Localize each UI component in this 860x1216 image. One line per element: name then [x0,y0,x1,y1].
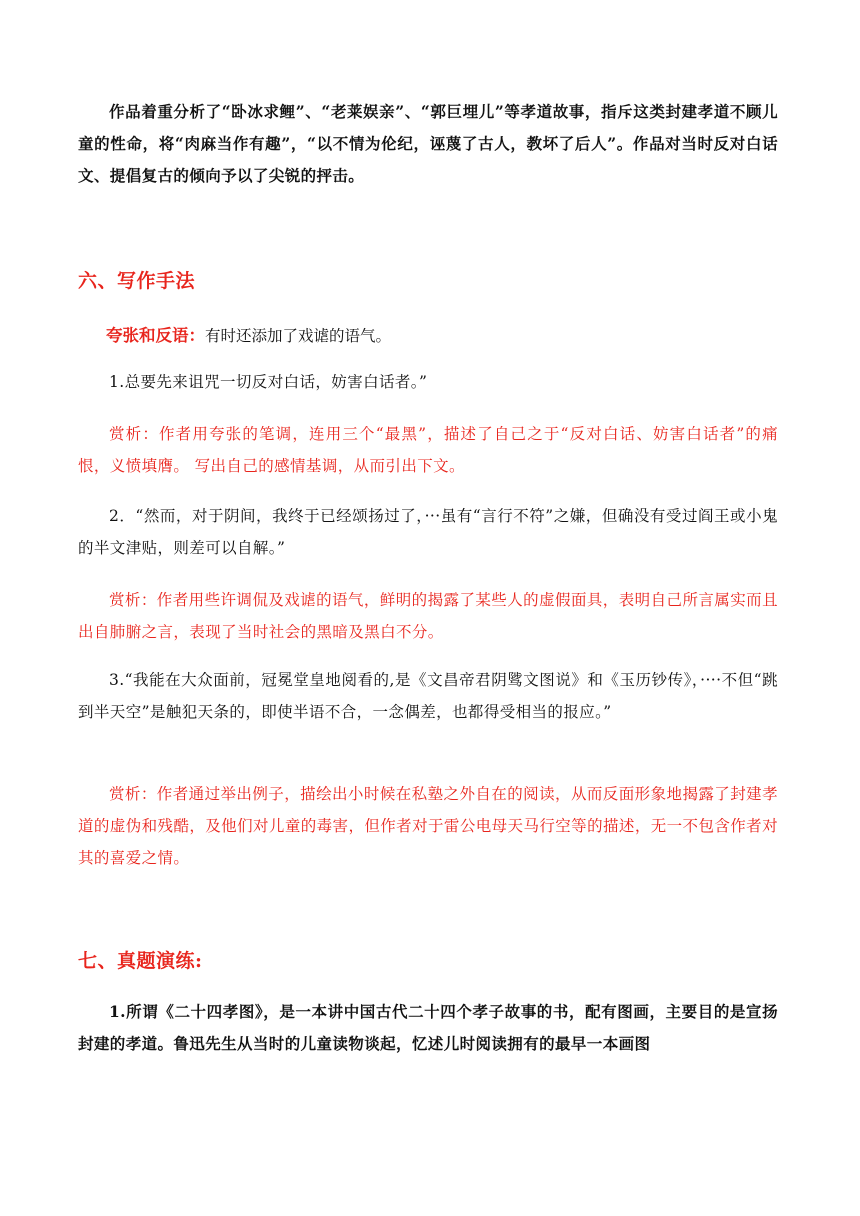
technique-line [78,320,778,352]
analysis-item-2: 赏析：作者用些许调侃及戏谑的语气，鲜明的揭露了某些人的虚假面具，表明自己所言属实而且出自肺腑之言，表现了当时社会的黑暗及黑白不分。 [78,591,778,641]
section-heading-exam-practice: 七、真题演练: [78,950,203,972]
technique-term: 夸张和反语： [106,326,205,345]
quote-item-2: 2．“然而，对于阴间，我终于已经颂扬过了，···虽有“言行不符”之嫌，但确没有受过阎王或小鬼的半文津贴，则差可以自解。” [78,507,778,557]
quote-item-1: 1.总要先来诅咒一切反对白话，妨害白话者。” [109,373,428,391]
section-heading-writing-techniques: 六、写作手法 [78,270,196,292]
exam-paragraph-1: 1.所谓《二十四孝图》，是一本讲中国古代二十四个孝子故事的书，配有图画，主要目的是宣扬封建的孝道。鲁迅先生从当时的儿童读物谈起，忆述儿时阅读拥有的最早一本画图 [78,1002,778,1053]
quote-item-3: 3.“我能在大众面前，冠冕堂皇地阅看的,是《文昌帝君阴骘文图说》和《玉历钞传》，····不但“跳到半天空”是触犯天条的，即使半语不合，一念偶差，也都得受相当的报应。” [78,671,778,721]
analysis-item-1: 赏析：作者用夸张的笔调，连用三个“最黑”，描述了自己之于“反对白话、妨害白话者”的痛恨，义愤填膺。 写出自己的感情基调，从而引出下文。 [78,425,778,475]
technique-description: 有时还添加了戏谑的语气。 [205,327,392,345]
intro-paragraph: 作品着重分析了“卧冰求鲤”、“老莱娱亲”、“郭巨埋儿”等孝道故事，指斥这类封建孝道不顾儿童的性命，将“肉麻当作有趣”，“以不情为伦纪，诬蔑了古人，教坏了后人”。作品对当时反对白话文、提倡复古的倾向予以了尖锐的抨击。 [78,102,778,185]
analysis-item-3: 赏析：作者通过举出例子，描绘出小时候在私塾之外自在的阅读，从而反面形象地揭露了封建孝道的虚伪和残酷，及他们对儿童的毒害，但作者对于雷公电母天马行空等的描述，无一不包含作者对其的喜爱之情。 [78,785,778,867]
